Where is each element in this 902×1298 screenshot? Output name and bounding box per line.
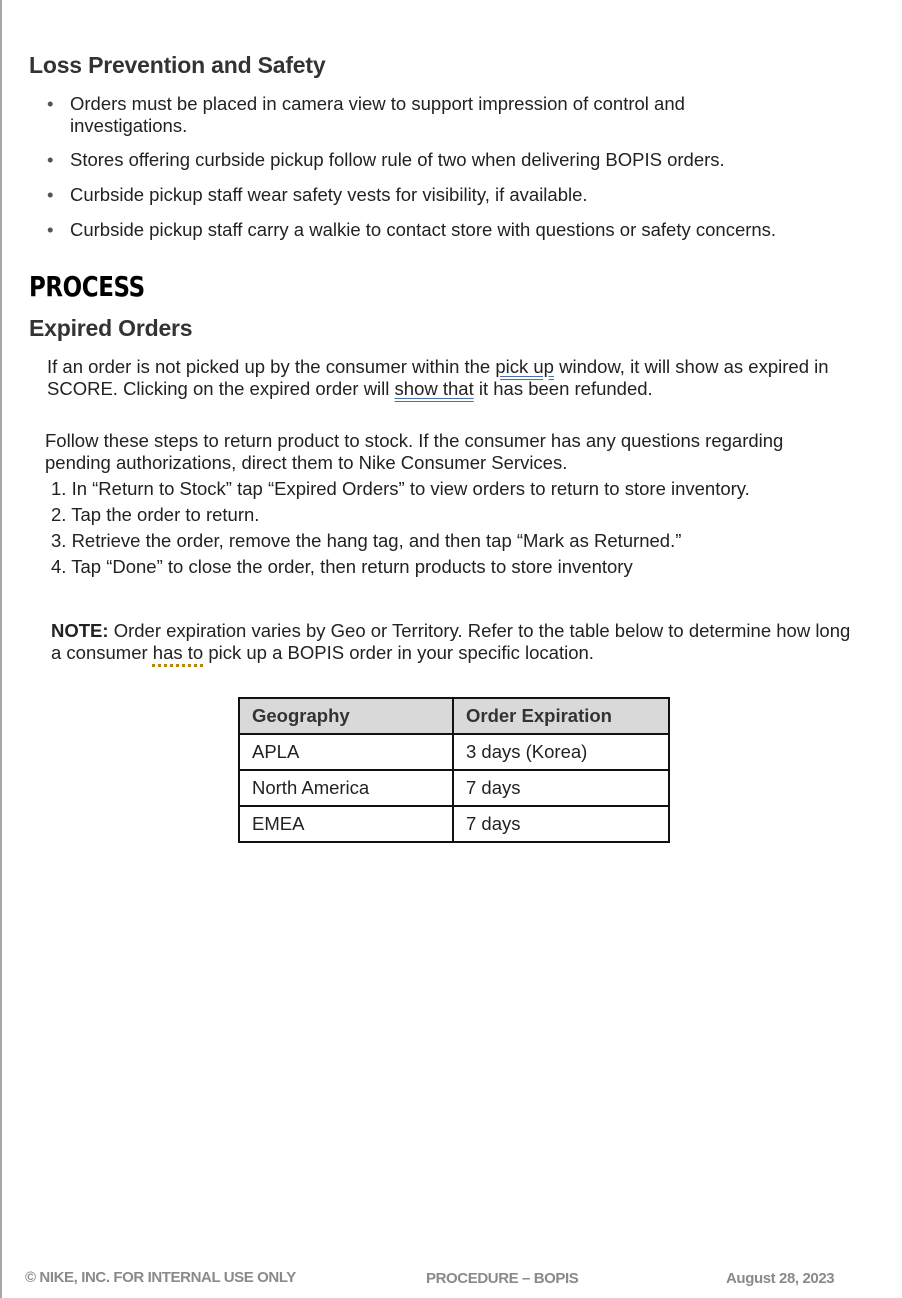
note-text: Order expiration varies by Geo or Territory. Refer to the table below to determine how long a consumer — [51, 620, 851, 663]
expired-intro-paragraph — [47, 356, 837, 400]
bullet-item: • Curbside pickup staff carry a walkie to contact store with questions or safety concerns. — [30, 219, 870, 241]
intro-text: it has been refunded. — [473, 378, 653, 399]
table-row — [239, 734, 669, 770]
intro-text: If an order is not picked up by the consumer within the — [47, 356, 496, 377]
step-item: 3. Retrieve the order, remove the hang tag, and then tap “Mark as Returned.” — [51, 530, 682, 551]
process-title: PROCESS — [29, 270, 145, 303]
column-header-order-expiration: Order Expiration — [453, 698, 669, 734]
return-steps-list — [51, 476, 871, 580]
table-cell: 7 days — [453, 806, 669, 842]
note-text: pick up a BOPIS order in your specific location. — [203, 642, 594, 663]
bullet-item: • Stores offering curbside pickup follow rule of two when delivering BOPIS orders. — [30, 149, 870, 171]
table-cell: EMEA — [239, 806, 453, 842]
intro-text: window, it will show as expired in SCORE. Clicking on the expired order will — [47, 356, 829, 399]
table-header-row — [239, 698, 669, 734]
grammar-flag-pick-up[interactable]: pick up — [495, 356, 554, 377]
table-cell: North America — [239, 770, 453, 806]
table-cell: APLA — [239, 734, 453, 770]
column-header-geography: Geography — [239, 698, 453, 734]
step-item: 4. Tap “Done” to close the order, then return products to store inventory — [51, 556, 633, 577]
order-expiration-table — [238, 697, 670, 843]
footer-copyright: © NIKE, INC. FOR INTERNAL USE ONLY — [25, 1269, 296, 1286]
table-cell: 3 days (Korea) — [453, 734, 669, 770]
grammar-flag-show-that[interactable]: show that — [394, 378, 474, 399]
bullet-item: • Orders must be placed in camera view to support impression of control and investigations. — [30, 93, 790, 137]
table-row — [239, 770, 669, 806]
follow-steps-paragraph: Follow these steps to return product to stock. If the consumer has any questions regarding pending authorizations, direct them to Nike Consumer Services. — [45, 430, 784, 473]
step-item: 2. Tap the order to return. — [51, 504, 260, 525]
loss-prevention-heading: Loss Prevention and Safety — [29, 52, 326, 78]
footer-date: August 28, 2023 — [726, 1270, 835, 1287]
note-paragraph — [51, 620, 851, 664]
expired-orders-heading: Expired Orders — [29, 315, 193, 341]
table-row — [239, 806, 669, 842]
note-label: NOTE: — [51, 620, 109, 641]
table-cell: 7 days — [453, 770, 669, 806]
loss-prevention-list — [30, 93, 870, 241]
grammar-flag-has-to[interactable]: has to — [152, 642, 204, 663]
step-item: 1. In “Return to Stock” tap “Expired Orders” to view orders to return to store inventory. — [51, 478, 750, 499]
footer-procedure: PROCEDURE – BOPIS — [426, 1270, 579, 1287]
bullet-item: • Curbside pickup staff wear safety vests for visibility, if available. — [30, 184, 870, 206]
